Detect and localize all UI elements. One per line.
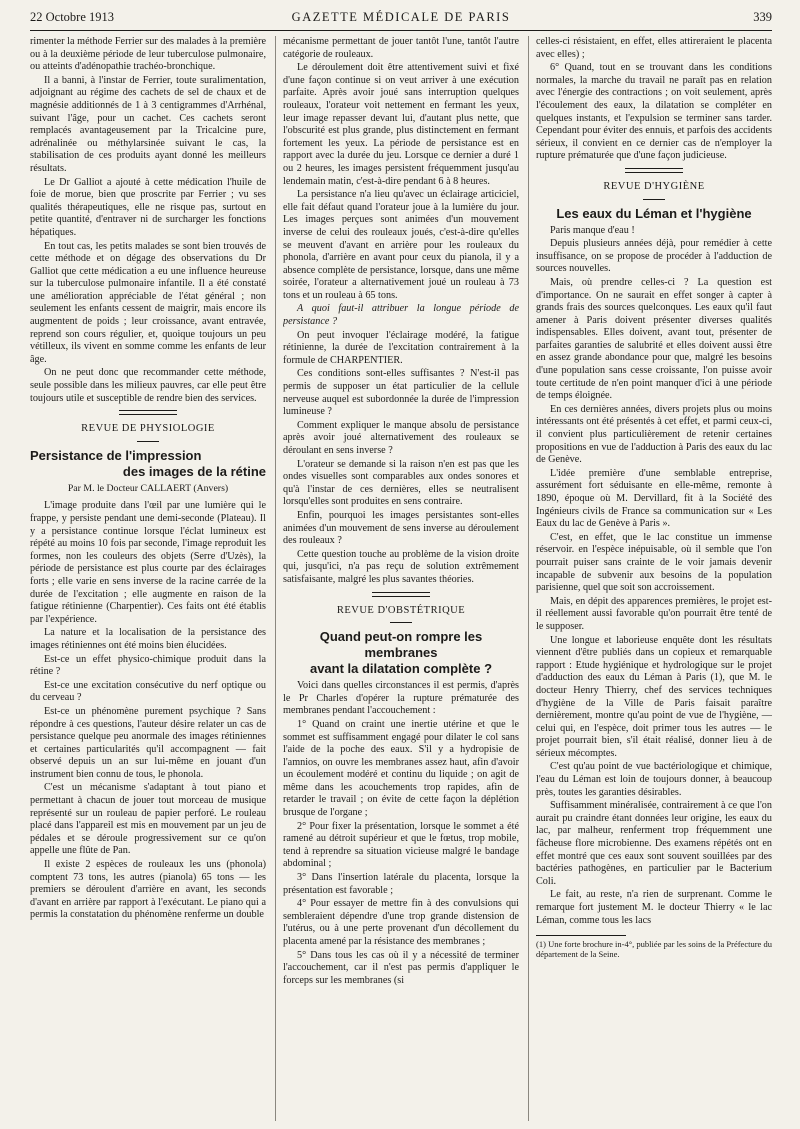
paragraph bbox=[283, 303, 519, 328]
paragraph: C'est, en effet, que le lac constitue un immense réservoir. en l'espèce inépuisable, où il semble que l'on pourrait puiser sans crainte de le voir jamais devenir incapable de subvenir aux besoins de la population parisienne, quel que soit son accroissement. bbox=[536, 531, 772, 594]
paragraph: Comment expliquer le manque absolu de persistance après avoir joué alternativement des rouleaux se déroulant en sens inverse ? bbox=[283, 419, 519, 456]
paragraph: La persistance n'a lieu qu'avec un éclairage articiciel, elle fait défaut quand l'orateur joue à la lumière du jour. Les images perçues sont animées d'un mouvement inverse de celui des rouleaux joués, c'est-à-dire qu'elles se meuvent d'avant en arrière pour les rouleaux du phonola, d'arrière en avant pour ceux du pianola, il y a absence complète de persistance, lorsque, dans une même soirée, l'orateur a alternativement joué un rouleau à 73 tons et un rouleau à 65 tons. bbox=[283, 189, 519, 301]
paragraph: 1° Quand on craint une inertie utérine et que le sommet est suffisamment engagé pour dilater le col sans l'aide de la poche des eaux. S'il y a hydropisie de l'amnios, on ouvre les membranes assez haut, afin d'avoir un écoulement modéré et continu du liquide ; on agit de même dans les acouchements trop rapides, afin de retarder le travail ; on évite de cette façon la déplétion brusque de l'organe ; bbox=[283, 718, 519, 819]
paragraph: celles-ci résistaient, en effet, elles attireraient le placenta avec elles) ; bbox=[536, 36, 772, 60]
paragraph: En tout cas, les petits malades se sont bien trouvés de cette méthode et on dégage des observations du Dr Galliot que cette médication a eu une influence heureuse sur la tuberculose pulmonaire infantile. Il a été constaté une amélioration appréciable de l'état général ; non seulement les enfants cessent de maigrir, mais encore ils augmentent de poids ; leur croissance, avant entravée, reprend son cours régulier, et, quoique toujours un peu vétilleux, ils vivent en somme comme les enfants de leur âge. bbox=[30, 240, 266, 365]
paragraph: On ne peut donc que recommander cette méthode, seule possible dans les milieux pauvres, car elle peut être toujours utile et susceptible de rendre bien des services. bbox=[30, 367, 266, 404]
article-title-leman: Les eaux du Léman et l'hygiène bbox=[556, 205, 752, 221]
page-number: 339 bbox=[753, 10, 772, 24]
paragraph: Paris manque d'eau ! bbox=[550, 224, 635, 236]
section-ornament bbox=[30, 441, 266, 443]
paragraph: 5° Dans tous les cas où il y a nécessité de terminer l'accouchement, car il n'est pas permis d'appliquer le forceps sur les membranes (si bbox=[283, 949, 519, 986]
article-title-membranes bbox=[283, 629, 519, 677]
paragraph: Mais, en dépit des apparences premières, le projet est-il réellement aussi favorable qu'on pourrait être tenté de le supposer. bbox=[536, 595, 772, 632]
paragraph: Mais, où prendre celles-ci ? La question est d'importance. On ne saurait en effet songer à capter à grands frais des sources quelconques. Les eaux qu'il faut amener à Paris doivent présenter diverses qualités indispensables. Elles doivent, avant tout, présenter de parfaites garanties de salubrité et elles doivent aussi être en assez grande abondance pour que, malgré les besoins d'une population sans cesse croissante, l'on puisse avoir toute certitude de n'en point manquer d'ici à une période de temps éloignée. bbox=[536, 276, 772, 402]
section-ornament bbox=[536, 168, 772, 173]
paragraph: Le fait, au reste, n'a rien de surprenant. Comme le remarque fort justement M. le docteur Thierry « le lac Léman, comme tous les lacs bbox=[536, 889, 772, 926]
paragraph: Depuis plusieurs années déjà, pour remédier à cette insuffisance, on se propose de procéder à l'adduction de sources nouvelles. bbox=[536, 238, 772, 275]
paragraph: L'idée première d'une semblable entreprise, assurément fort séduisante en elle-même, remonte à 1890, époque où M. Dervillard, fit à la Société des Ingénieurs civils de France sa communication sur « Les Eaux du lac de Genève à Paris ». bbox=[536, 467, 772, 530]
paragraph: Une longue et laborieuse enquête dont les résultats viennent d'être publiés dans un copieux et remarquable rapport : Etude hygiénique et hydrologique sur le projet d'adduction des eaux du Léman à Paris (1), que M. le docteur Henry Thierry, chef des services techniques d'hygiène de la Ville de Paris faisait paraître dernièrement, montre qu'au point de vue de l'hygiène, — celui qui, en l'espèce, doit primer tous les autres — le projet pourrait bien, s'il était réalisé, donner lieu à de sérieux mécomptes. bbox=[536, 634, 772, 759]
section-ornament bbox=[283, 592, 519, 597]
paragraph: 2° Pour fixer la présentation, lorsque le sommet a été ramené au détroit supérieur et que le fœtus, trop mobile, tend à reprendre sa situation vicieuse malgré le bandage abdominal ; bbox=[283, 820, 519, 870]
paragraph: Ces conditions sont-elles suffisantes ? N'est-il pas permis de supposer un état particulier de la cellule nerveuse auquel est subordonnée la durée de l'impression lumineuse ? bbox=[283, 368, 519, 418]
paragraph: Le Dr Galliot a ajouté à cette médication l'huile de foie de morue, bien que proscrite par Ferrier ; vu ses qualités thérapeutiques, elle ne risque pas, surtout en petite quantité, d'entraver ni de surcharger les fonctions hépatiques. bbox=[30, 176, 266, 238]
section-ornament bbox=[30, 410, 266, 415]
paragraph: La nature et la localisation de la persistance des images rétiniennes ont été moins bien élucidées. bbox=[30, 627, 266, 651]
paragraph: 3° Dans l'insertion latérale du placenta, lorsque la présentation est favorable ; bbox=[283, 872, 519, 896]
header-rule bbox=[30, 30, 772, 31]
paragraph: Il existe 2 espèces de rouleaux les uns (phonola) comptent 73 tons, les autres (pianola) 65 tons — les premiers se déroulent d'arrière en avant, les seconds d'avant en arrière par rapport à l'exécutant. Le piano qui a permis la constatation du phénomène renferme un double bbox=[30, 859, 266, 921]
paragraph: 6° Quand, tout en se trouvant dans les conditions normales, la marche du travail ne paraît pas en relation avec l'énergie des contractions ; on voit seulement, après l'écoulement des eaux, la dilatation se compléter en quelques instants, et l'expulsion se terminer sans tarder. Cependant pour éviter des ennuis, et parfois des accidents sérieux, il convient en ce dernier cas de n'employer la rupture prématurée que d'une façon judicieuse. bbox=[536, 62, 772, 162]
paragraph: L'image produite dans l'œil par une lumière qui le frappe, y persiste pendant une demi-seconde (Plateau). Il y a persistance continue lorsque l'éclat lumineux est répété au moins 10 fois par seconde, l'image reproduit les formes, non les couleurs des objets (Serre d'Uzès), la période de persistance est plus courte par des éclairages forts ; elle varie en sens inverse de la racine carrée de la durée de l'excitation ; elle augmente en raison de la fatigue rétinienne (Charpentier). Ces faits ont été établis par l'expérience. bbox=[30, 500, 266, 625]
paragraph: Est-ce un effet physico-chimique produit dans la rétine ? bbox=[30, 653, 266, 678]
column-divider bbox=[528, 36, 529, 1121]
issue-date: 22 Octobre 1913 bbox=[30, 10, 115, 24]
section-heading-hygiene: REVUE D'HYGIÈNE bbox=[603, 180, 705, 192]
section-ornament bbox=[536, 199, 772, 201]
paragraph: C'est qu'au point de vue bactériologique et chimique, l'eau du Léman est loin de toujours donner, à beaucoup près, toutes les garanties désirables. bbox=[536, 761, 772, 798]
paragraph: Il a banni, à l'instar de Ferrier, toute suralimentation, adjoignant au régime des cachets de sel de chaux et de magnésie additionnés de 1 à 3 centigrammes d'Arrhénal, suivant l'âge, pour un cachet. Ces cachets seront remplacés avantageusement par la Tricalcine pure, adrénalinée ou méthylarsinée suivant le cas, la stabilisation de ces produits ayant donné les meilleurs résultats. bbox=[30, 74, 266, 174]
paragraph: C'est un mécanisme s'adaptant à tout piano et permettant à chacun de jouer tout morceau de musique représenté sur un rouleau de papier perforé. Le rouleau placé dans l'appareil est mis en mouvement par un jeu de pédales et se déroule progressivement sur ce qu'on appelle une flûte de Pan. bbox=[30, 782, 266, 857]
article-title-persistance bbox=[30, 448, 266, 480]
column-middle bbox=[283, 36, 519, 1121]
italic-question: A quoi faut-il attribuer la longue période de persistance ? bbox=[283, 303, 519, 328]
paragraph: En ces dernières années, divers projets plus ou moins intéressants ont été présentés à cet effet, et parmi ceux-ci, il convient plus particulièrement de retenir certaines propositions en vue de l'adduction à Paris des eaux du lac de Genève. bbox=[536, 403, 772, 466]
paragraph: Voici dans quelles circonstances il est permis, d'après le Pr Charles d'opérer la rupture prématurée des membranes pendant l'accouchement : bbox=[283, 680, 519, 717]
running-head bbox=[30, 8, 772, 28]
section-heading-obstetrique: REVUE D'OBSTÉTRIQUE bbox=[336, 604, 466, 616]
paragraph: Suffisamment minéralisée, contrairement à ce que l'on aurait pu craindre étant données leur origine, les eaux du lac, par malheur, renferment trop fréquemment une fâcheuse flore microbienne. Des examens répétés ont en effet montré que ces eaux sont souvent souillées par des bactéries pathogènes, en particulier par le Bacterium Coli. bbox=[536, 800, 772, 887]
paragraph: Le déroulement doit être attentivement suivi et fixé d'une façon continue si on veut arriver à une exécution parfaite. Après avoir joué sans interruption quelques rouleaux, l'orateur voit nettement en fermant les yeux, leur image repasser devant lui, d'autant plus nette, que l'obscurité est plus grande, plus distinctement en fermant fortement les yeux. La période de persistance est en rapport avec la durée du jeu. Lorsque ce dernier a duré 1 ou 2 heures, les images persistent fréquemment jusqu'au lendemain matin, c'est-à-dire pendant 6 à 8 heures. bbox=[283, 62, 519, 187]
article-title-line-2: avant la dilatation complète ? bbox=[309, 661, 493, 677]
article-byline: Par M. le Docteur CALLAERT (Anvers) bbox=[67, 482, 229, 494]
paragraph: 4° Pour essayer de mettre fin à des convulsions qui sembleraient dépendre d'une trop grande distension de l'utérus, ou à une perte provenant d'un décollement du placenta amené par la résistance des membranes ; bbox=[283, 898, 519, 947]
section-heading-physiologie: REVUE DE PHYSIOLOGIE bbox=[81, 423, 215, 435]
article-title-line-2: des images de la rétine bbox=[122, 463, 266, 479]
paragraph: Est-ce une excitation consécutive du nerf optique ou du cerveau ? bbox=[30, 679, 266, 704]
paragraph: rimenter la méthode Ferrier sur des malades à la première ou à la deuxième période de leur tuberculose pulmonaire, ou atteints d'adénopathie trachéo-bronchique. bbox=[30, 36, 266, 73]
paragraph: Cette question touche au problème de la vision droite qui, jusqu'ici, n'a pas reçu de solution extrêmement satisfaisante, malgré les plus savantes théories. bbox=[283, 548, 519, 585]
paragraph: mécanisme permettant de jouer tantôt l'une, tantôt l'autre catégorie de rouleaux. bbox=[283, 36, 519, 60]
section-ornament bbox=[283, 622, 519, 624]
footnote-rule bbox=[536, 935, 626, 936]
column-left bbox=[30, 36, 266, 1121]
article-title-line-1: Quand peut-on rompre les membranes bbox=[319, 629, 483, 661]
column-right bbox=[536, 36, 772, 1121]
column-divider bbox=[275, 36, 276, 1121]
paragraph: Enfin, pourquoi les images persistantes sont-elles animées d'un mouvement de sens inverse au déroulement des rouleaux ? bbox=[283, 509, 519, 547]
paragraph: L'orateur se demande si la raison n'en est pas que les ondes visuelles sont comparables aux ondes sonores et qu'à l'instar de ces dernières, elles se neutralisent lorsqu'elles sont produites en sens contraire. bbox=[283, 458, 519, 508]
article-title-line-1: Persistance de l'impression bbox=[30, 447, 202, 463]
journal-title: GAZETTE MÉDICALE DE PARIS bbox=[291, 10, 511, 24]
footnote: (1) Une forte brochure in-4°, publiée par les soins de la Préfecture du département de la Seine. bbox=[536, 939, 772, 960]
paragraph: Est-ce un phénomène purement psychique ? Sans répondre à ces questions, l'auteur désire relater un cas de persistance quelque peu anormale des images rétiniennes et certaines particularités qu'il accompagnent — fait observé depuis un an sur lui-même en jouant d'un instrument bien connu de tous, le phonola. bbox=[30, 705, 266, 780]
paragraph: On peut invoquer l'éclairage modéré, la fatigue rétinienne, la durée de l'excitation contrairement à la formule de CHARPENTIER. bbox=[283, 329, 519, 366]
